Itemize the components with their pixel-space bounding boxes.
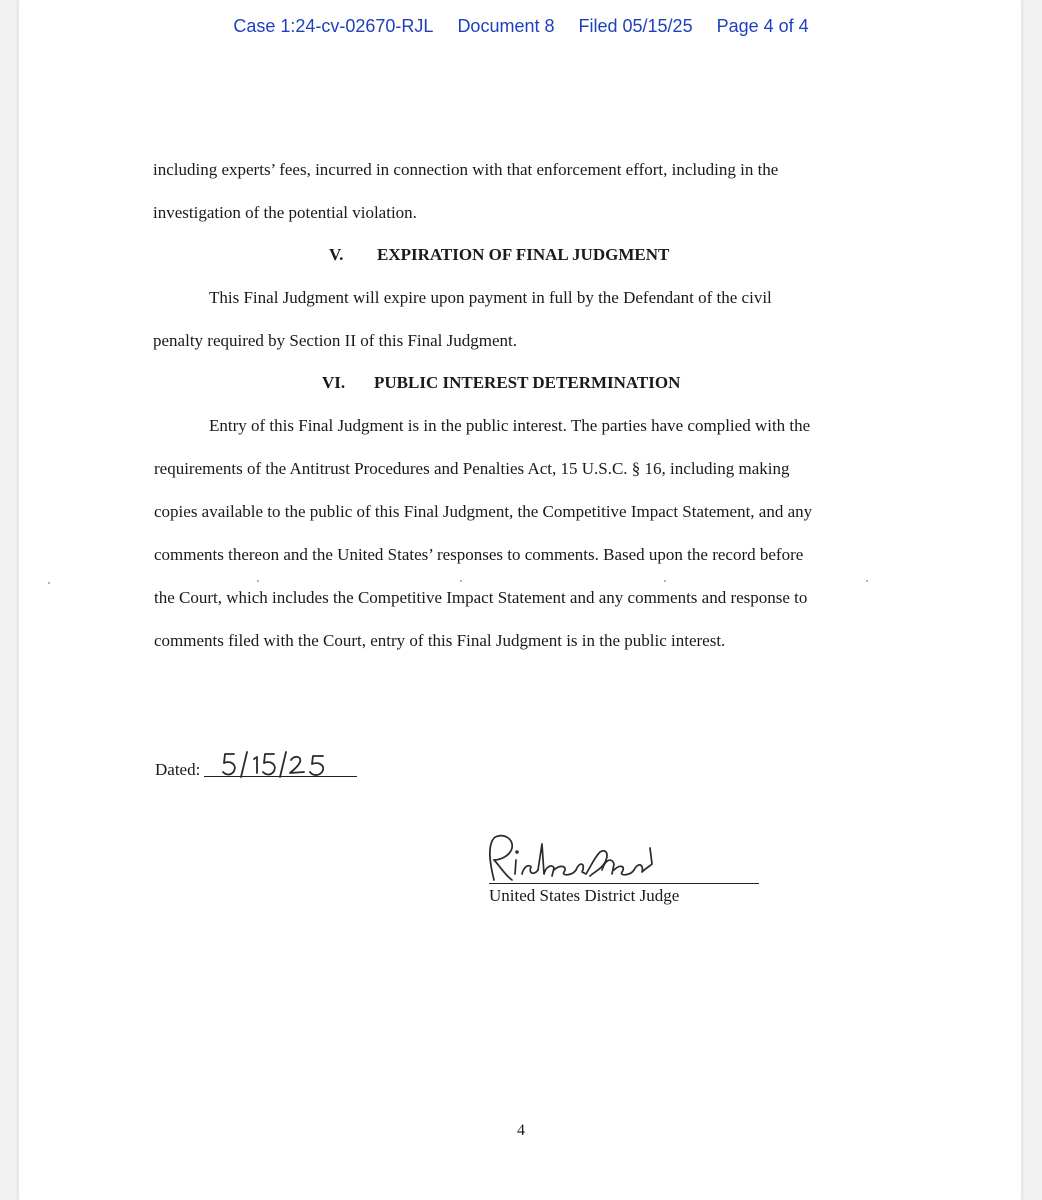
paragraph-line: penalty required by Section II of this Final Judgment. <box>153 331 518 350</box>
paragraph-line: Entry of this Final Judgment is in the public interest. The parties have complied with the <box>209 416 811 435</box>
section-number: V. <box>329 245 344 264</box>
paragraph-line: comments thereon and the United States’ responses to comments. Based upon the record before <box>154 545 804 564</box>
scan-speck <box>460 580 462 582</box>
paragraph-line: requirements of the Antitrust Procedures and Penalties Act, 15 U.S.C. § 16, including making <box>154 459 790 478</box>
judge-title: United States District Judge <box>489 886 680 905</box>
dated-label: Dated: <box>155 760 201 779</box>
page-number: 4 <box>517 1122 525 1139</box>
body-line: investigation of the potential violation. <box>153 203 417 222</box>
paragraph-line: comments filed with the Court, entry of this Final Judgment is in the public interest. <box>154 631 726 650</box>
body-line: including experts’ fees, incurred in connection with that enforcement effort, including in the <box>153 160 779 179</box>
scan-speck <box>664 580 666 582</box>
case-header <box>0 16 1042 37</box>
handwritten-date <box>218 748 338 782</box>
section-heading-v <box>329 245 1042 265</box>
section-title: EXPIRATION OF FINAL JUDGMENT <box>377 245 670 264</box>
filed-date: Filed 05/15/25 <box>578 16 693 36</box>
judge-signature-line <box>489 883 759 884</box>
paragraph-line: This Final Judgment will expire upon payment in full by the Defendant of the civil <box>209 288 772 307</box>
document-number: Document 8 <box>457 16 555 36</box>
paragraph-line: copies available to the public of this Final Judgment, the Competitive Impact Statement, and any <box>154 502 813 521</box>
paragraph-line: the Court, which includes the Competitive Impact Statement and any comments and response to <box>154 588 808 607</box>
scan-speck <box>48 582 50 584</box>
scan-speck <box>257 580 259 582</box>
case-number: Case 1:24-cv-02670-RJL <box>233 16 434 36</box>
scan-speck <box>866 580 868 582</box>
judge-signature <box>482 830 662 886</box>
section-heading-vi <box>322 373 1042 393</box>
section-number: VI. <box>322 373 346 392</box>
section-title: PUBLIC INTEREST DETERMINATION <box>374 373 681 392</box>
page-indicator: Page 4 of 4 <box>716 16 809 36</box>
